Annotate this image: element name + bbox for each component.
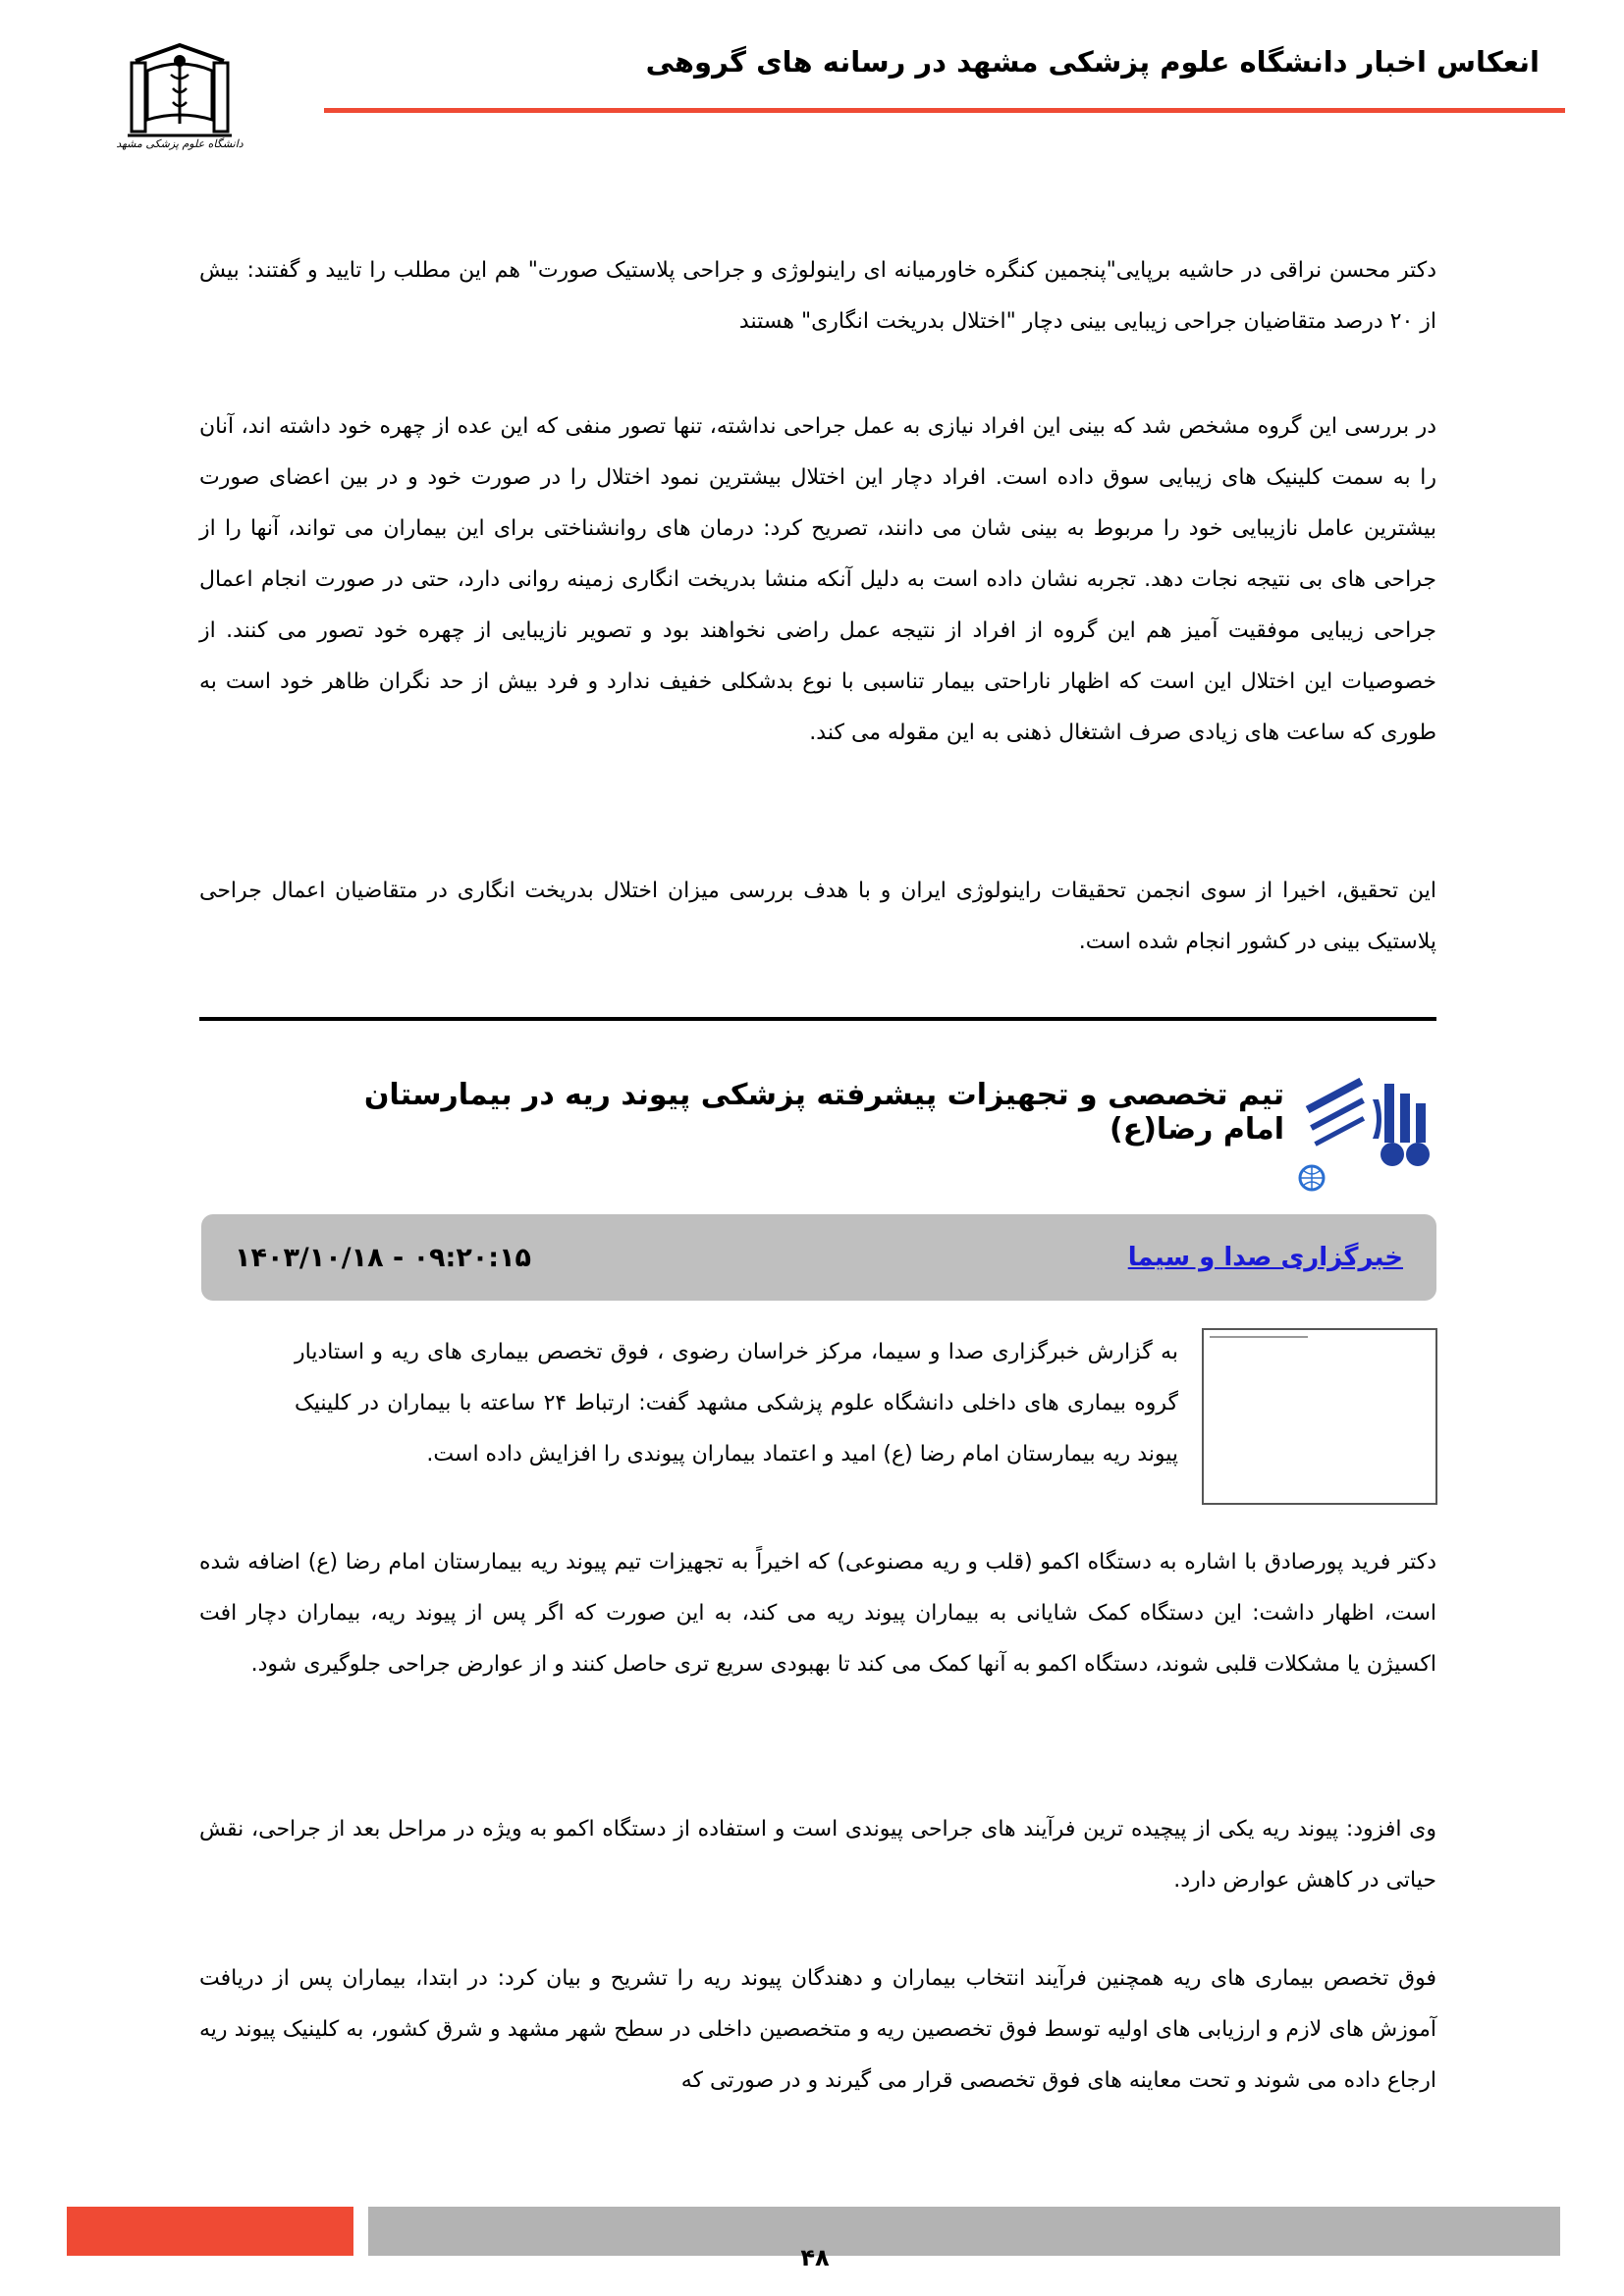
footer-bar — [368, 2207, 1560, 2256]
footer-accent-bar — [67, 2207, 353, 2256]
article-lead: به گزارش خبرگزاری صدا و سیما، مرکز خراسان رضوی ، فوق تخصص بیماری های ریه و استادیار گروه بیماری های داخلی دانشگاه علوم پزشکی مشهد گفت: ارتباط ۲۴ ساعته با بیماران در کلینیک پیوند ریه بیمارستان امام رضا (ع) امید و اعتماد بیماران پیوندی را افزایش داده است. — [295, 1340, 1178, 1467]
publish-datetime: ۱۴۰۳/۱۰/۱۸ - ۰۹:۲۰:۱۵ — [235, 1242, 532, 1273]
article-image — [1202, 1328, 1437, 1505]
university-logo-icon — [116, 39, 244, 167]
section-divider — [199, 1017, 1436, 1021]
article-title: تیم تخصصی و تجهیزات پیشرفته پزشکی پیوند ریه در بیمارستان امام رضا(ع) — [363, 1078, 1284, 1147]
header-divider — [324, 108, 1565, 113]
logo-caption: دانشگاه علوم پزشکی مشهد — [116, 137, 244, 150]
paragraph: این تحقیق، اخیرا از سوی انجمن تحقیقات راینولوژی ایران و با هدف بررسی میزان اختلال بدریخت انگاری در متقاضیان اعمال جراحی پلاستیک بینی در کشور انجام شده است. — [199, 879, 1436, 954]
paragraph: در بررسی این گروه مشخص شد که بینی این افراد نیازی به عمل جراحی نداشته، تنها تصور منفی که این عده از چهره خود داشته اند، آنان را به سمت کلینیک های زیبایی سوق داده است. افراد دچار این اختلال بیشترین نمود اختلال را در صورت خود و در بین اعضای صورت بیشترین عامل نازیبایی خود را مربوط به بینی شان می دانند، تصریح کرد: درمان های روانشناختی برای این بیماران می تواند، آنها را از جراحی های بی نتیجه نجات دهد. تجربه نشان داده است به دلیل آنکه منشا بدریخت انگاری زمینه روانی دارد، حتی در صورت انجام اعمال جراحی زیبایی موفقیت آمیز هم این گروه از افراد از نتیجه عمل راضی نخواهند بود و تصویر نازیبایی از چهره خود تصور می کنند. از خصوصیات این اختلال این است که اظهار ناراحتی بیمار تناسبی با نوع بدشکلی خفیف ندارد و فرد بیش از حد نگران ظاهر خود است به طوری که ساعت های زیادی صرف اشتغال ذهنی به این مقوله می کند. — [199, 414, 1436, 745]
article-info-bar — [201, 1214, 1436, 1301]
page-header-title: انعکاس اخبار دانشگاه علوم پزشکی مشهد در رسانه های گروهی — [645, 45, 1540, 79]
paragraph: دکتر محسن نراقی در حاشیه برپایی"پنجمین کنگره خاورمیانه ای راینولوژی و جراحی پلاستیک صورت" هم این مطلب را تایید و گفتند: بیش از ۲۰ درصد متقاضیان جراحی زیبایی بینی دچار "اختلال بدریخت انگاری" هستند — [199, 258, 1436, 334]
page-number: ۴۸ — [800, 2244, 830, 2271]
irib-news-agency-logo-icon — [1294, 1070, 1437, 1196]
paragraph: فوق تخصص بیماری های ریه همچنین فرآیند انتخاب بیماران و دهندگان پیوند ریه را تشریح و بیان کرد: در ابتدا، بیماران پس از دریافت آموزش های لازم و ارزیابی های اولیه توسط فوق تخصصین ریه و متخصصین داخلی در سطح شهر مشهد و شرق کشور، به کلینیک پیوند ریه ارجاع داده می شوند و تحت معاینه های فوق تخصصی قرار می گیرند و در صورتی که — [199, 1966, 1436, 2093]
paragraph: وی افزود: پیوند ریه یکی از پیچیده ترین فرآیند های جراحی پیوندی است و استفاده از دستگاه اکمو به ویژه در مراحل بعد از جراحی، نقش حیاتی در کاهش عوارض دارد. — [199, 1817, 1436, 1893]
paragraph: دکتر فرید پورصادق با اشاره به دستگاه اکمو (قلب و ریه مصنوعی) که اخیراً به تجهیزات تیم پیوند ریه بیمارستان امام رضا (ع) اضافه شده است، اظهار داشت: این دستگاه کمک شایانی به بیماران پیوند ریه می کند، به این صورت که اگر پس از پیوند ریه، بیماران دچار افت اکسیژن یا مشکلات قلبی شوند، دستگاه اکمو به آنها کمک می کند تا بهبودی سریع تری حاصل کنند و از عوارض جراحی جلوگیری شود. — [199, 1550, 1436, 1677]
source-link[interactable]: خبرگزاری صدا و سیما — [1127, 1243, 1403, 1272]
